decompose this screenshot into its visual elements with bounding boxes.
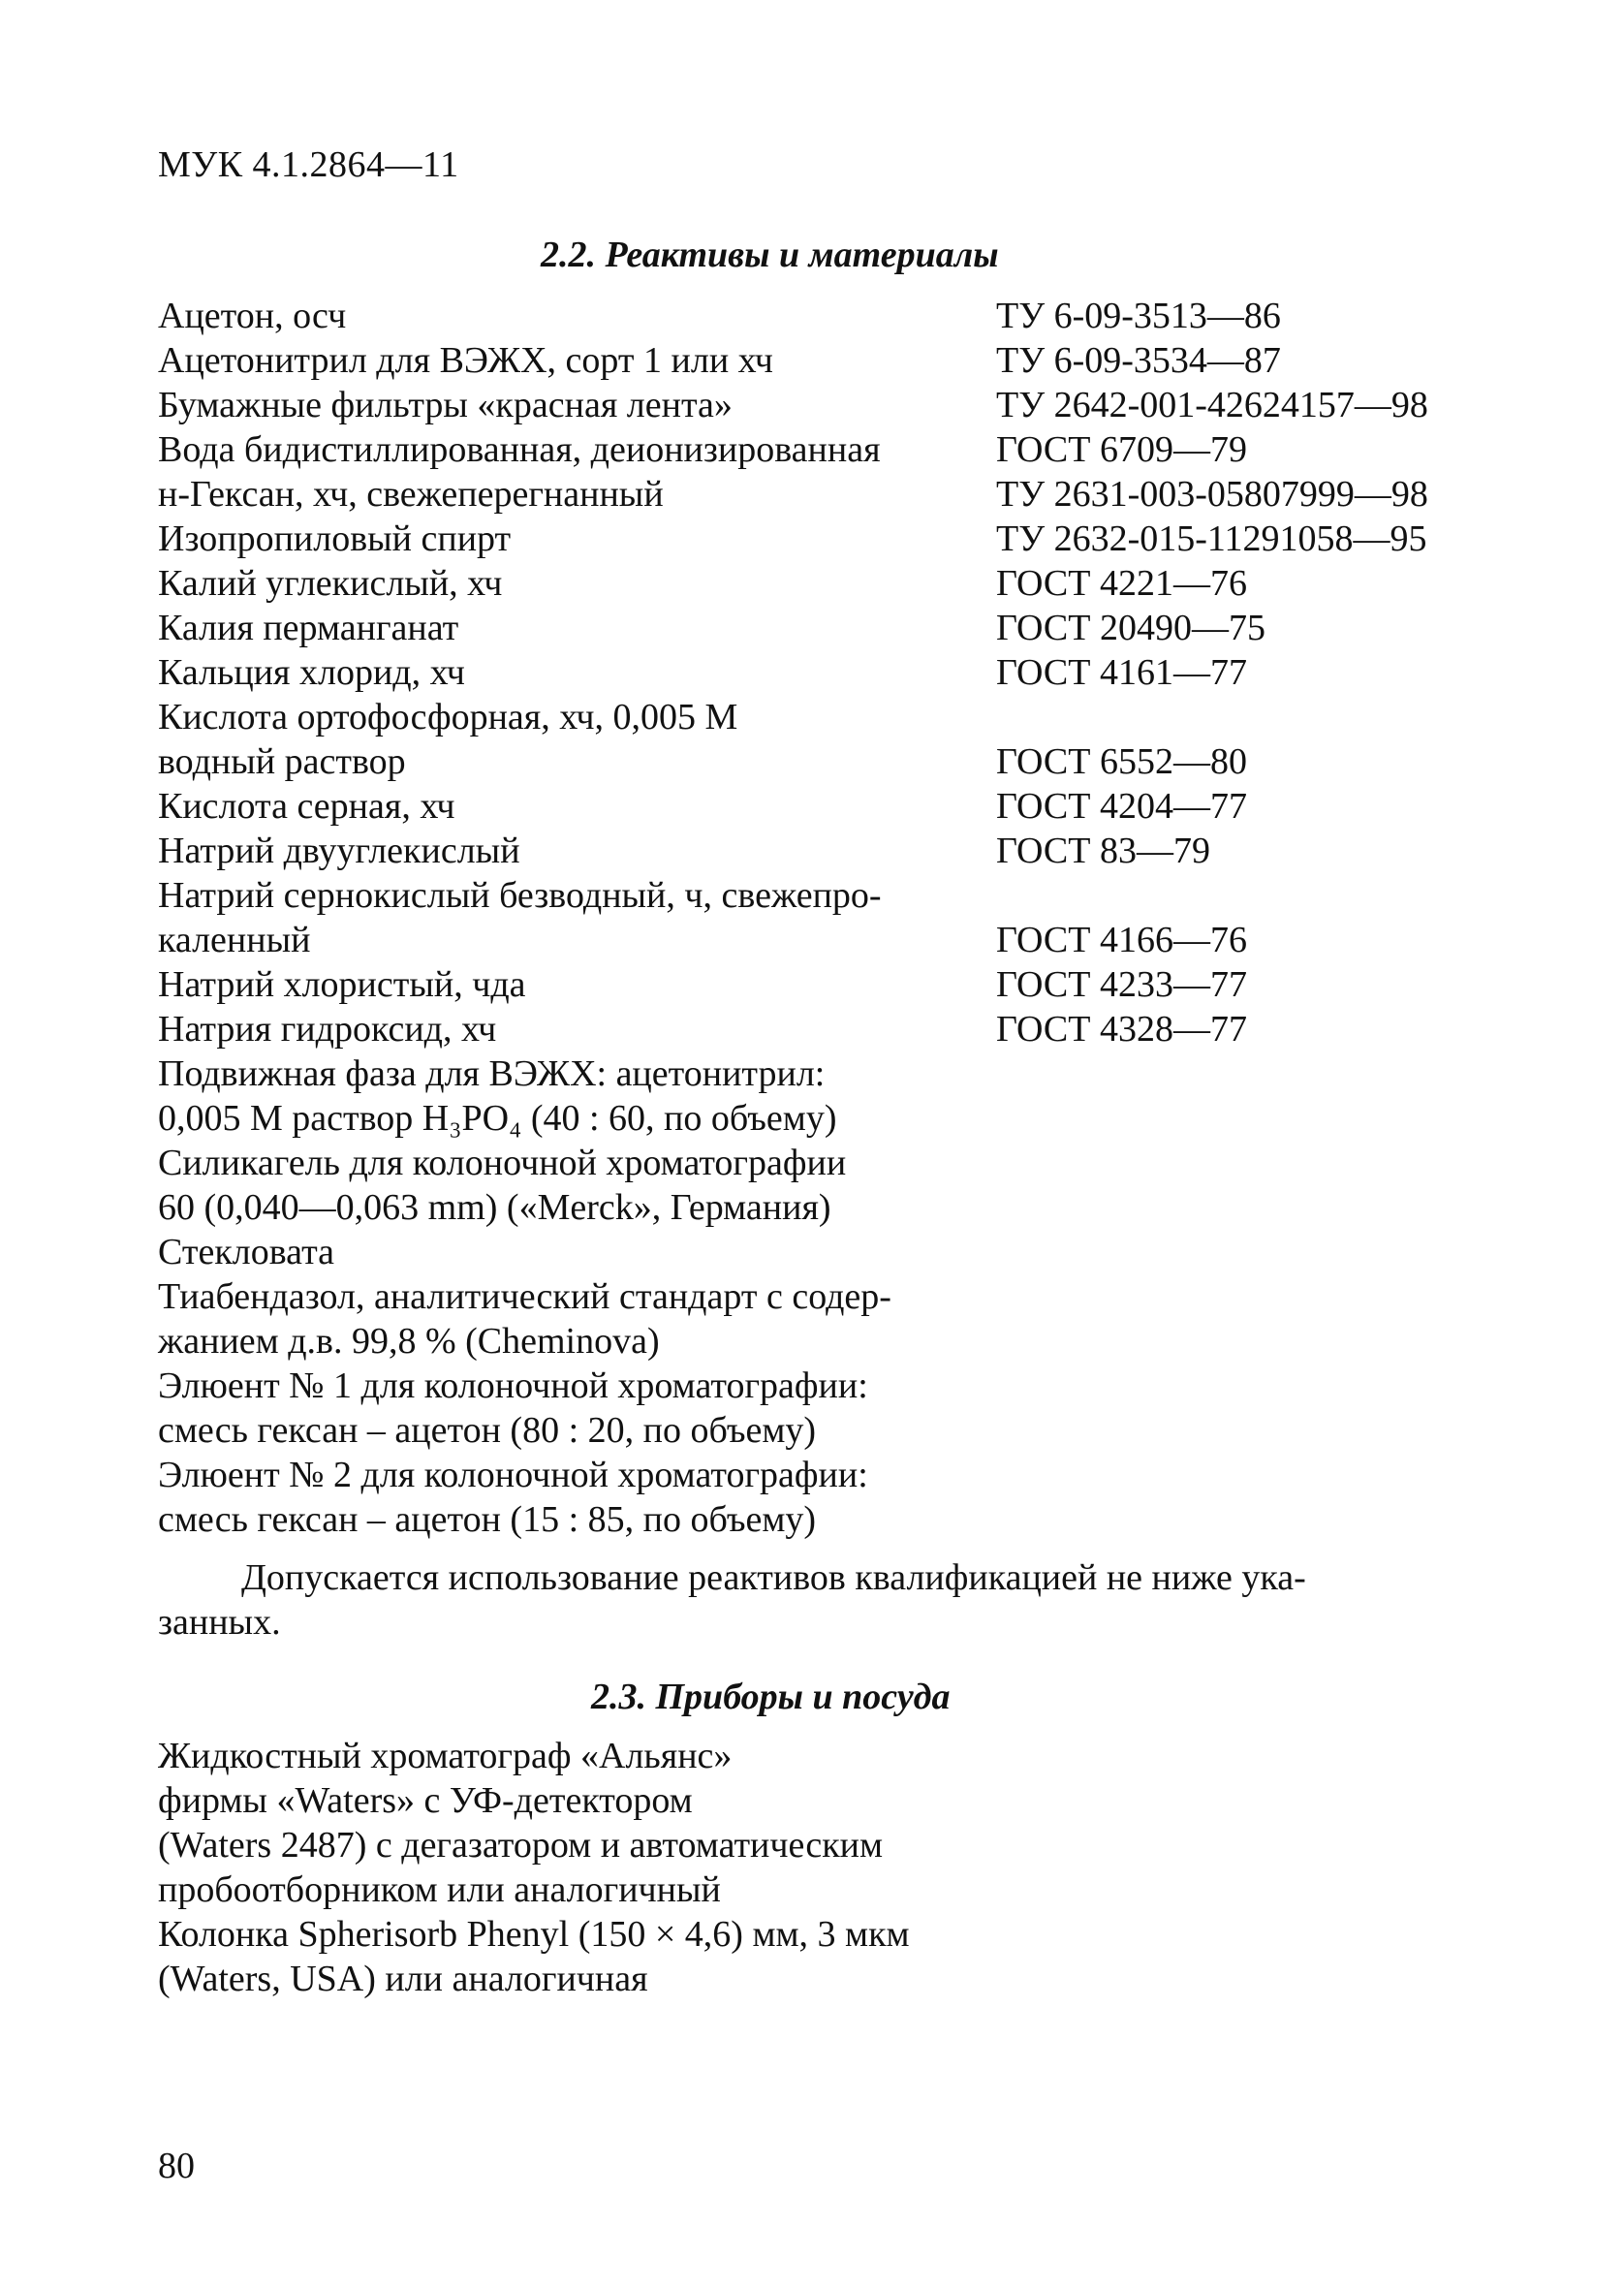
- reagent-row: [158, 829, 1495, 873]
- reagent-name: водный раствор: [158, 741, 406, 782]
- reagent-row: [158, 1230, 1495, 1274]
- reagent-standard: ГОСТ 6552—80: [996, 741, 1247, 782]
- reagent-standard: ГОСТ 4221—76: [996, 563, 1247, 604]
- reagent-row: [158, 1185, 1495, 1230]
- reagent-name: Кислота серная, хч: [158, 786, 455, 827]
- reagent-row: [158, 1051, 1495, 1096]
- reagent-name: Натрия гидроксид, хч: [158, 1009, 497, 1050]
- reagent-standard: ТУ 6-09-3513—86: [996, 296, 1281, 336]
- reagent-name: Элюент № 2 для колоночной хроматографии:: [158, 1455, 868, 1495]
- reagent-name: Кальция хлорид, хч: [158, 652, 465, 693]
- reagent-row: [158, 1007, 1495, 1051]
- page-number: 80: [158, 2146, 195, 2186]
- equipment-line: (Waters, USA) или аналогичная: [158, 1959, 648, 1999]
- reagent-row: [158, 383, 1495, 427]
- reagent-name: Калия перманганат: [158, 608, 459, 648]
- reagent-row: [158, 1319, 1495, 1364]
- reagent-name: Натрий сернокислый безводный, ч, свежепро-: [158, 875, 882, 916]
- note-line-1: Допускается использование реактивов квалификацией не ниже ука-: [241, 1557, 1306, 1598]
- reagent-name: Ацетон, осч: [158, 296, 347, 336]
- reagent-standard: ГОСТ 4328—77: [996, 1009, 1247, 1050]
- reagent-name: Натрий двууглекислый: [158, 831, 520, 871]
- reagent-row: [158, 606, 1495, 650]
- reagent-standard: ГОСТ 4233—77: [996, 964, 1247, 1005]
- reagent-row: [158, 338, 1495, 383]
- equipment-line: фирмы «Waters» с УФ-детектором: [158, 1780, 693, 1821]
- reagent-row: [158, 1141, 1495, 1185]
- reagent-name: Бумажные фильтры «красная лента»: [158, 385, 733, 425]
- equipment-line: Колонка Spherisorb Phenyl (150 × 4,6) мм, 3 мкм: [158, 1914, 910, 1955]
- reagent-row: [158, 427, 1495, 472]
- reagent-standard: ТУ 2642-001-42624157—98: [996, 385, 1428, 425]
- reagent-row: [158, 1364, 1495, 1408]
- reagent-name: Калий углекислый, хч: [158, 563, 503, 604]
- reagent-row: [158, 517, 1495, 561]
- reagent-standard: ГОСТ 20490—75: [996, 608, 1265, 648]
- reagent-row: [158, 784, 1495, 829]
- reagent-row: [158, 739, 1495, 784]
- reagent-row: [158, 561, 1495, 606]
- reagent-standard: ГОСТ 83—79: [996, 831, 1210, 871]
- reagent-name: Ацетонитрил для ВЭЖХ, сорт 1 или хч: [158, 340, 773, 381]
- reagents-list: [158, 294, 1495, 1542]
- reagent-row: [158, 1453, 1495, 1497]
- reagent-name: 60 (0,040—0,063 mm) («Merck», Германия): [158, 1187, 831, 1228]
- document-id: МУК 4.1.2864—11: [158, 144, 459, 185]
- reagent-standard: ТУ 6-09-3534—87: [996, 340, 1281, 381]
- reagent-row: [158, 1274, 1495, 1319]
- reagent-name: Вода бидистиллированная, деионизированная: [158, 429, 881, 470]
- reagent-row: [158, 962, 1495, 1007]
- reagent-row: [158, 650, 1495, 695]
- reagent-row: [158, 918, 1495, 962]
- equipment-line: (Waters 2487) с дегазатором и автоматическим: [158, 1825, 884, 1866]
- reagent-name: жанием д.в. 99,8 % (Cheminova): [158, 1321, 660, 1362]
- reagent-standard: ГОСТ 6709—79: [996, 429, 1247, 470]
- reagent-standard: ГОСТ 4166—76: [996, 920, 1247, 960]
- reagent-name: Подвижная фаза для ВЭЖХ: ацетонитрил:: [158, 1053, 826, 1094]
- reagent-name: Тиабендазол, аналитический стандарт с содер-: [158, 1276, 891, 1317]
- reagent-standard: ГОСТ 4204—77: [996, 786, 1247, 827]
- section-title-reagents: 2.2. Реактивы и материалы: [541, 235, 999, 275]
- equipment-line: пробоотборником или аналогичный: [158, 1869, 721, 1910]
- reagent-name: Кислота ортофосфорная, хч, 0,005 М: [158, 697, 738, 737]
- reagent-name: н-Гексан, хч, свежеперегнанный: [158, 474, 664, 515]
- reagent-name: 0,005 М раствор H₃PO₄ (40 : 60, по объему): [158, 1098, 837, 1139]
- reagent-row: [158, 873, 1495, 918]
- reagent-row: [158, 1497, 1495, 1542]
- reagent-row: [158, 472, 1495, 517]
- reagent-name: Натрий хлористый, чда: [158, 964, 526, 1005]
- note-line-2: занных.: [158, 1602, 281, 1643]
- reagent-standard: ГОСТ 4161—77: [996, 652, 1247, 693]
- reagent-row: [158, 1096, 1495, 1141]
- reagent-row: [158, 1408, 1495, 1453]
- equipment-list: [158, 1734, 1321, 2001]
- reagent-name: Изопропиловый спирт: [158, 518, 512, 559]
- reagent-name: Силикагель для колоночной хроматографии: [158, 1143, 847, 1183]
- reagent-standard: ТУ 2631-003-05807999—98: [996, 474, 1428, 515]
- reagents-note: [158, 1555, 1439, 1645]
- reagent-name: Элюент № 1 для колоночной хроматографии:: [158, 1365, 868, 1406]
- reagent-name: смесь гексан – ацетон (80 : 20, по объему): [158, 1410, 817, 1451]
- reagent-name: каленный: [158, 920, 311, 960]
- reagent-name: Стекловата: [158, 1232, 335, 1272]
- reagent-name: смесь гексан – ацетон (15 : 85, по объему): [158, 1499, 817, 1540]
- section-title-equipment: 2.3. Приборы и посуда: [591, 1677, 951, 1717]
- equipment-line: Жидкостный хроматограф «Альянс»: [158, 1736, 733, 1776]
- reagent-row: [158, 695, 1495, 739]
- reagent-row: [158, 294, 1495, 338]
- reagent-standard: ТУ 2632-015-11291058—95: [996, 518, 1427, 559]
